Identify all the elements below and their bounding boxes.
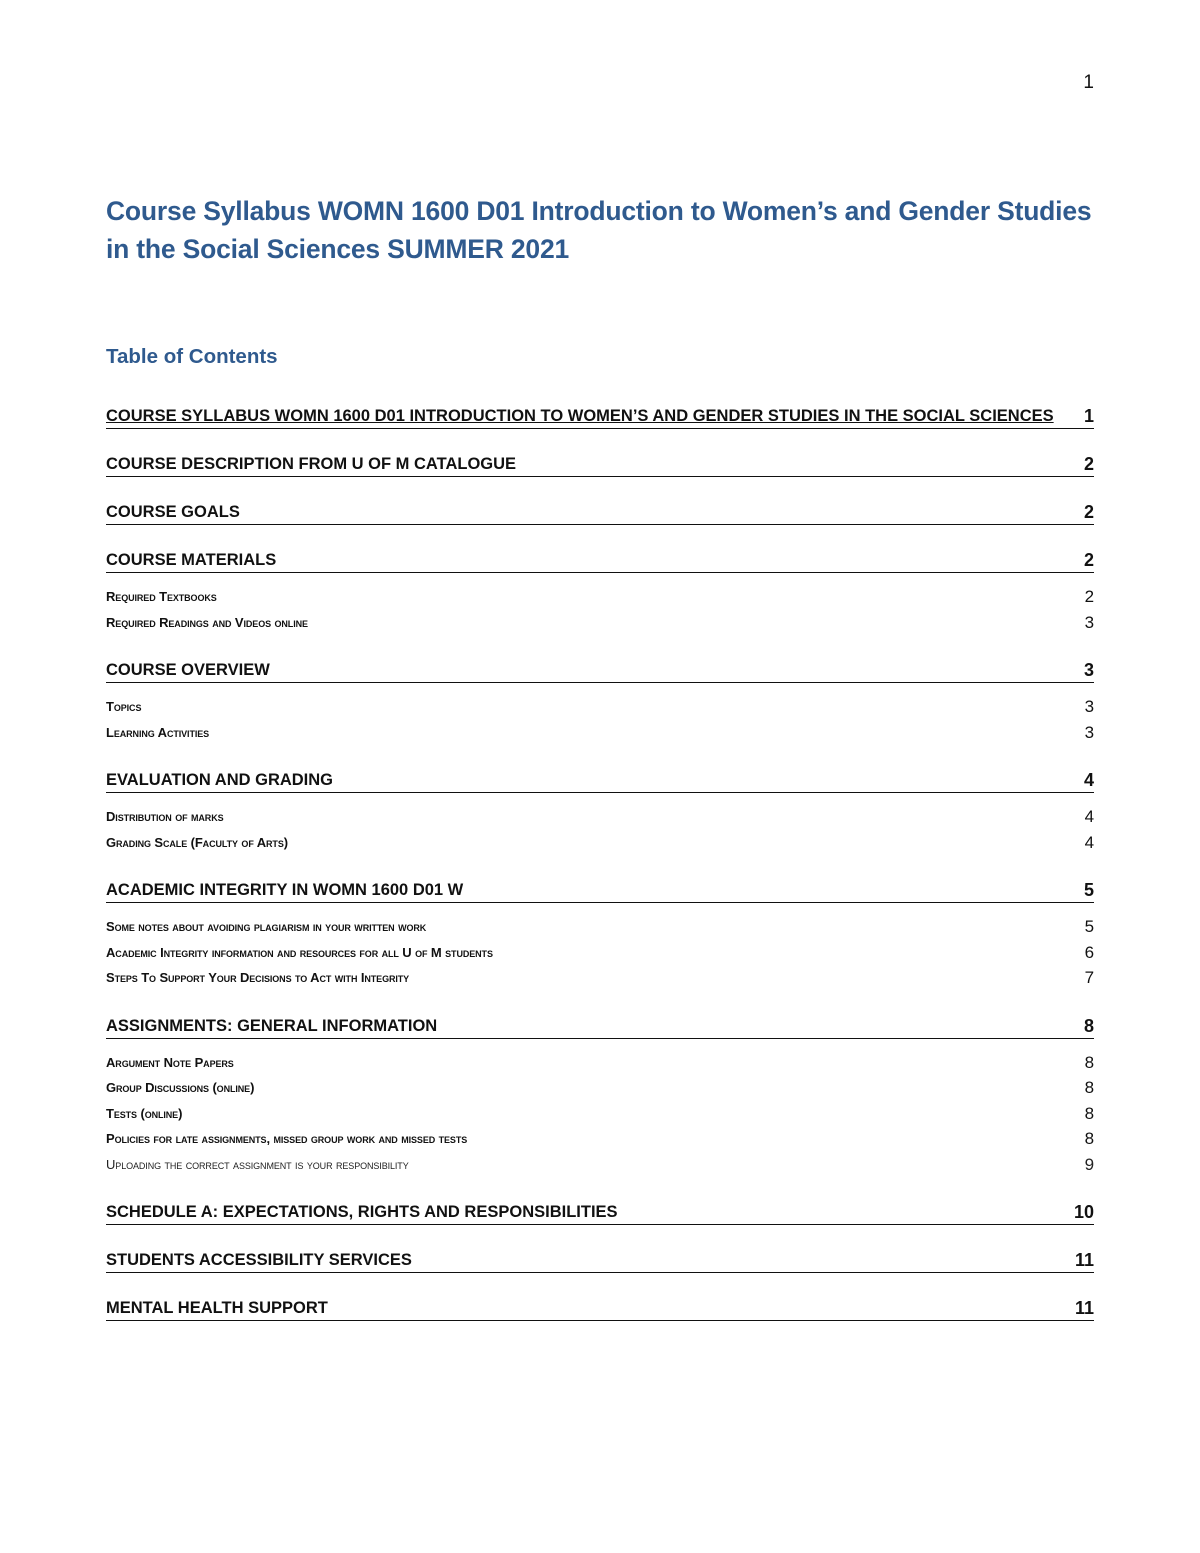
toc-entry-page-number: 8 <box>1083 1015 1094 1036</box>
toc-subsection-link[interactable] <box>106 914 1094 940</box>
toc-entry-page-number: 1 <box>1083 406 1094 426</box>
document-title: Course Syllabus WOMN 1600 D01 Introduction to Women’s and Gender Studies in the Social Sciences SUMMER 2021 <box>106 196 1092 264</box>
toc-entry-page-number: 4 <box>1084 807 1094 826</box>
toc-entry-label: COURSE OVERVIEW <box>106 661 270 679</box>
toc-entry-label: SCHEDULE A: EXPECTATIONS, RIGHTS AND RESPONSIBILITIES <box>106 1203 618 1221</box>
toc-entry-label: COURSE DESCRIPTION FROM U OF M CATALOGUE <box>106 455 517 473</box>
toc-entry-label: Policies for late assignments, missed group work and missed tests <box>106 1131 468 1146</box>
toc-entry-page-number: 5 <box>1084 917 1094 936</box>
toc-entry-page-number: 3 <box>1083 660 1094 680</box>
toc-entry-label: ASSIGNMENTS: GENERAL INFORMATION <box>106 1016 438 1035</box>
toc-subsection-link[interactable] <box>106 830 1094 856</box>
toc-subsection-link[interactable] <box>106 610 1094 636</box>
toc-entry-page-number: 3 <box>1084 722 1094 742</box>
toc-entry-label: Required Textbooks <box>106 589 217 604</box>
toc-section-link[interactable] <box>106 768 1094 793</box>
toc-subsection-link[interactable] <box>106 804 1094 830</box>
toc-entry-page-number: 4 <box>1083 770 1094 790</box>
toc-section-link[interactable] <box>106 1014 1094 1039</box>
toc-entry-label: Grading Scale (Faculty of Arts) <box>106 834 288 850</box>
toc-entry-label: COURSE SYLLABUS WOMN 1600 D01 INTRODUCTION TO WOMEN’S AND GENDER STUDIES IN THE SOCIAL SCIENCES <box>106 407 1054 425</box>
toc-entry-label: Steps To Support Your Decisions to Act with Integrity <box>106 970 410 985</box>
toc-entry-label: COURSE GOALS <box>106 503 240 521</box>
toc-section-link[interactable] <box>106 1296 1094 1321</box>
toc-entry-label: Uploading the correct assignment is your responsibility <box>106 1156 409 1172</box>
toc-subsection-link[interactable] <box>106 1152 1094 1178</box>
toc-entry-page-number: 11 <box>1074 1298 1094 1318</box>
toc-entry-page-number: 9 <box>1084 1154 1094 1174</box>
toc-entry-page-number: 6 <box>1084 942 1094 962</box>
toc-entry-label: EVALUATION AND GRADING <box>106 771 334 789</box>
toc-entry-page-number: 3 <box>1084 697 1094 716</box>
toc-entry-label: COURSE MATERIALS <box>106 551 277 569</box>
toc-entry-page-number: 2 <box>1083 454 1094 474</box>
toc-entry-label: MENTAL HEALTH SUPPORT <box>106 1299 328 1317</box>
toc-subsection-link[interactable] <box>106 1101 1094 1127</box>
toc-entry-page-number: 8 <box>1084 1078 1094 1097</box>
toc-section-link[interactable] <box>106 404 1094 429</box>
toc-entry-label: Group Discussions (online) <box>106 1080 255 1095</box>
toc-entry-page-number: 2 <box>1083 550 1094 570</box>
toc-subsection-link[interactable] <box>106 694 1094 720</box>
toc-entry-label: Some notes about avoiding plagiarism in your written work <box>106 919 427 934</box>
toc-section-link[interactable] <box>106 878 1094 903</box>
toc-subsection-link[interactable] <box>106 584 1094 610</box>
toc-entry-page-number: 8 <box>1084 1103 1094 1123</box>
toc-entry-label: Distribution of marks <box>106 809 224 824</box>
toc-section-link[interactable] <box>106 452 1094 477</box>
toc-entry-label: Required Readings and Videos online <box>106 614 308 630</box>
toc-entry-label: ACADEMIC INTEGRITY IN WOMN 1600 D01 W <box>106 881 464 899</box>
toc-subsection-link[interactable] <box>106 1075 1094 1101</box>
toc-entry-page-number: 11 <box>1074 1250 1094 1270</box>
toc-entry-label: Tests (online) <box>106 1105 183 1121</box>
toc-subsection-link[interactable] <box>106 940 1094 966</box>
toc-section-link[interactable] <box>106 500 1094 525</box>
toc-subsection-link[interactable] <box>106 1126 1094 1152</box>
toc-section-link[interactable] <box>106 548 1094 573</box>
toc-section-link[interactable] <box>106 1248 1094 1273</box>
toc-entry-page-number: 4 <box>1084 832 1094 852</box>
toc-entry-page-number: 7 <box>1084 968 1094 987</box>
toc-section-link[interactable] <box>106 658 1094 683</box>
toc-heading: Table of Contents <box>106 345 278 368</box>
toc-subsection-link[interactable] <box>106 1050 1094 1076</box>
toc-entry-label: Topics <box>106 699 142 714</box>
toc-entry-page-number: 5 <box>1083 880 1094 900</box>
toc-entry-page-number: 2 <box>1083 502 1094 522</box>
toc-entry-page-number: 3 <box>1084 612 1094 632</box>
toc-entry-label: Argument Note Papers <box>106 1054 234 1070</box>
toc-entry-label: Academic Integrity information and resources for all U of M students <box>106 944 493 960</box>
toc-entry-page-number: 8 <box>1084 1129 1094 1148</box>
page-number: 1 <box>1083 72 1094 93</box>
toc-entry-page-number: 2 <box>1084 587 1094 606</box>
toc-section-link[interactable] <box>106 1200 1094 1225</box>
table-of-contents <box>106 404 1094 1321</box>
toc-entry-page-number: 10 <box>1073 1202 1094 1222</box>
toc-entry-label: Learning Activities <box>106 724 210 740</box>
toc-subsection-link[interactable] <box>106 965 1094 991</box>
toc-subsection-link[interactable] <box>106 720 1094 746</box>
toc-entry-page-number: 8 <box>1084 1052 1094 1072</box>
toc-entry-label: STUDENTS ACCESSIBILITY SERVICES <box>106 1251 412 1269</box>
